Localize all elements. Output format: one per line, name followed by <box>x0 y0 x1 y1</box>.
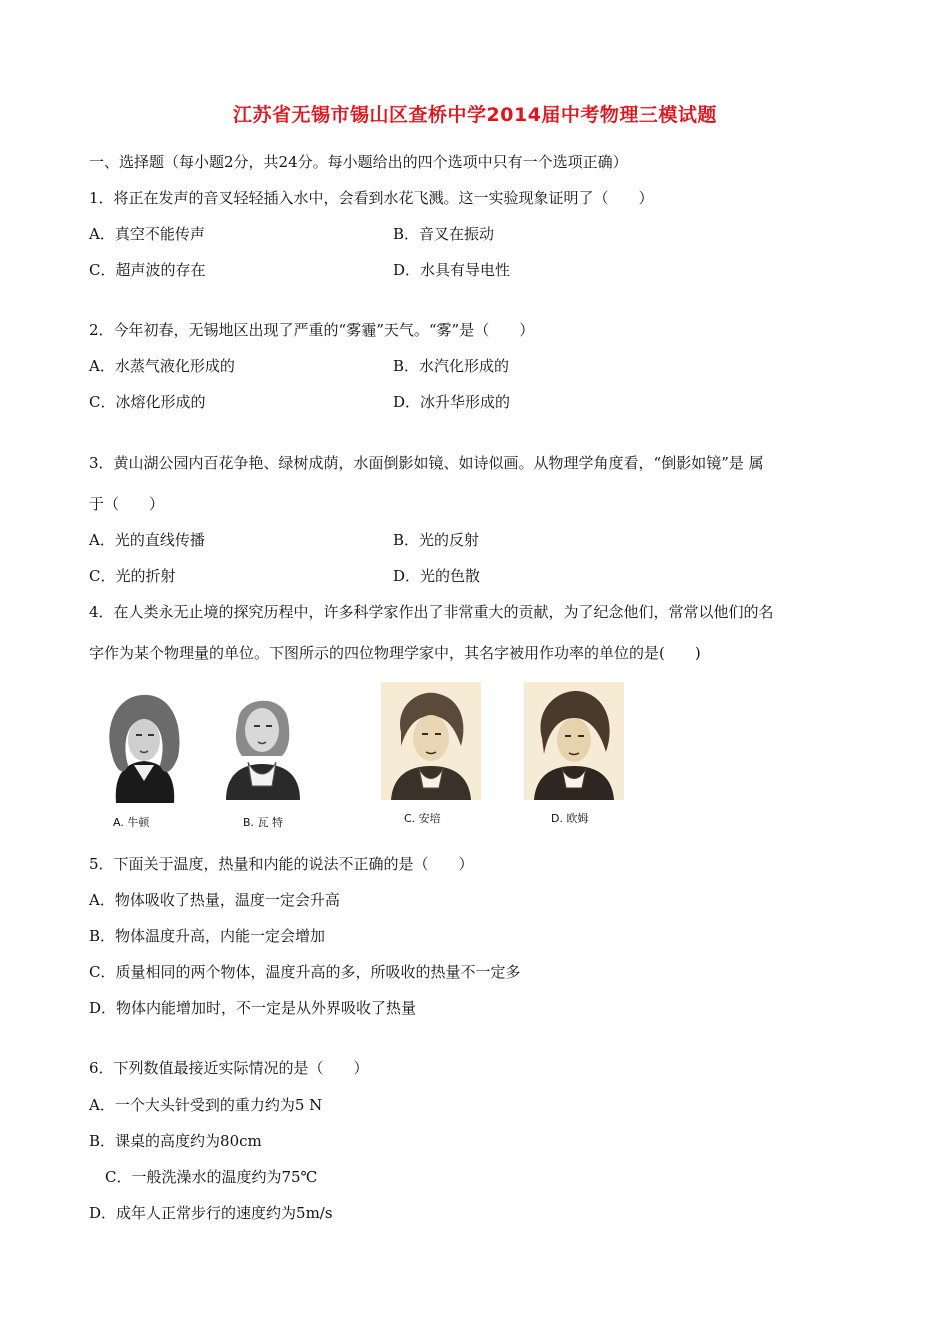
q2-option-d: D．冰升华形成的 <box>393 393 511 411</box>
q2-option-a: A．水蒸气液化形成的 <box>89 357 235 375</box>
section-heading: 一、选择题（每小题2分，共24分。每小题给出的四个选项中只有一个选项正确） <box>89 153 628 171</box>
q5-stem: 5．下面关于温度，热量和内能的说法不正确的是（ ） <box>89 855 474 873</box>
caption-watt: B. 瓦 特 <box>243 816 284 829</box>
q1-option-d: D．水具有导电性 <box>393 261 511 279</box>
q6-option-d: D．成年人正常步行的速度约为5m/s <box>89 1204 333 1222</box>
caption-ampere: C. 安培 <box>404 812 441 825</box>
q5-option-a: A．物体吸收了热量，温度一定会升高 <box>89 891 340 909</box>
portrait-ohm <box>524 682 624 800</box>
caption-newton: A. 牛顿 <box>113 816 150 829</box>
q6-option-b: B．课桌的高度约为80cm <box>89 1132 262 1150</box>
q6-option-a: A．一个大头针受到的重力约为5 N <box>89 1096 323 1114</box>
q4-stem-line1: 4．在人类永无止境的探究历程中，许多科学家作出了非常重大的贡献，为了纪念他们，常常以他们的名 <box>89 603 774 621</box>
q2-option-b: B．水汽化形成的 <box>393 357 510 375</box>
q3-option-c: C．光的折射 <box>89 567 176 585</box>
q3-option-d: D．光的色散 <box>393 567 481 585</box>
q1-stem: 1．将正在发声的音叉轻轻插入水中，会看到水花飞溅。这一实验现象证明了（ ） <box>89 189 654 207</box>
q3-stem-line2: 于（ ） <box>89 495 165 513</box>
q3-option-b: B．光的反射 <box>393 531 480 549</box>
q3-stem-line1: 3．黄山湖公园内百花争艳、绿树成荫，水面倒影如镜、如诗似画。从物理学角度看，“倒影如镜”是 属 <box>89 454 764 472</box>
q4-stem-line2: 字作为某个物理量的单位。下图所示的四位物理学家中，其名字被用作功率的单位的是( ) <box>89 644 701 662</box>
portrait-newton <box>94 685 194 803</box>
q6-stem: 6．下列数值最接近实际情况的是（ ） <box>89 1059 369 1077</box>
portrait-watt <box>212 682 312 800</box>
q5-option-d: D．物体内能增加时，不一定是从外界吸收了热量 <box>89 999 417 1017</box>
q1-option-c: C．超声波的存在 <box>89 261 206 279</box>
portrait-ampere <box>381 682 481 800</box>
q5-option-b: B．物体温度升高，内能一定会增加 <box>89 927 326 945</box>
q2-option-c: C．冰熔化形成的 <box>89 393 206 411</box>
q2-stem: 2．今年初春，无锡地区出现了严重的“雾霾”天气。“雾”是（ ） <box>89 321 535 339</box>
q3-option-a: A．光的直线传播 <box>89 531 205 549</box>
q1-option-a: A．真空不能传声 <box>89 225 205 243</box>
exam-title: 江苏省无锡市锡山区查桥中学2014届中考物理三模试题 <box>233 104 717 126</box>
q6-option-c: C．一般洗澡水的温度约为75℃ <box>105 1168 318 1186</box>
q5-option-c: C．质量相同的两个物体，温度升高的多，所吸收的热量不一定多 <box>89 963 521 981</box>
q1-option-b: B．音叉在振动 <box>393 225 495 243</box>
caption-ohm: D. 欧姆 <box>551 812 589 825</box>
